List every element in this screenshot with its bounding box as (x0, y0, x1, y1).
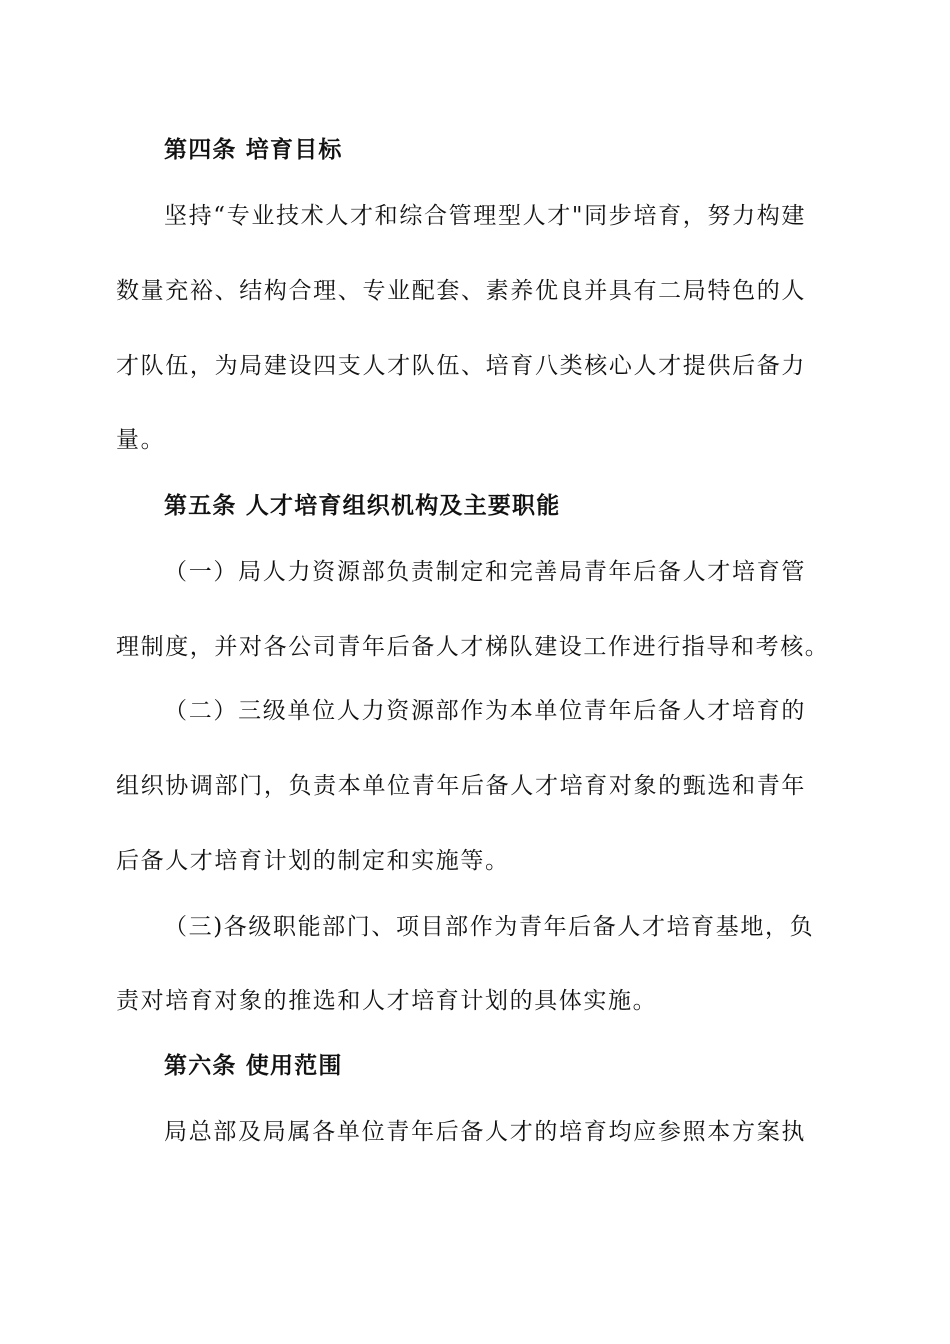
section-5-item-1-line: （一）局人力资源部负责制定和完善局青年后备人才培育管 (164, 559, 806, 585)
section-6-paragraph-line: 局总部及局属各单位青年后备人才的培育均应参照本方案执 (164, 1119, 806, 1145)
section-6-heading: 第六条 使用范围 (164, 1053, 343, 1079)
section-4-heading: 第四条 培育目标 (164, 137, 343, 163)
section-5-heading: 第五条 人才培育组织机构及主要职能 (164, 493, 561, 519)
section-4-paragraph-line: 坚持“专业技术人才和综合管理型人才"同步培育，努力构建 (164, 203, 806, 229)
section-4-paragraph-line: 数量充裕、结构合理、专业配套、素养优良并具有二局特色的人 (116, 278, 806, 304)
section-4-paragraph-line: 才队伍，为局建设四支人才队伍、培育八类核心人才提供后备力 (116, 353, 806, 379)
section-4-paragraph-line: 量。 (116, 427, 166, 453)
section-5-item-3-line: 责对培育对象的推选和人才培育计划的具体实施。 (116, 988, 658, 1014)
section-5-item-2-line: 后备人才培育计划的制定和实施等。 (116, 848, 510, 874)
section-5-item-2-line: 组织协调部门，负责本单位青年后备人才培育对象的甄选和青年 (116, 773, 806, 799)
section-5-item-3-line: （三)各级职能部门、项目部作为青年后备人才培育基地，负 (164, 914, 815, 940)
section-5-item-2-line: （二）三级单位人力资源部作为本单位青年后备人才培育的 (164, 698, 806, 724)
section-5-item-1-line: 理制度，并对各公司青年后备人才梯队建设工作进行指导和考核。 (116, 634, 830, 660)
